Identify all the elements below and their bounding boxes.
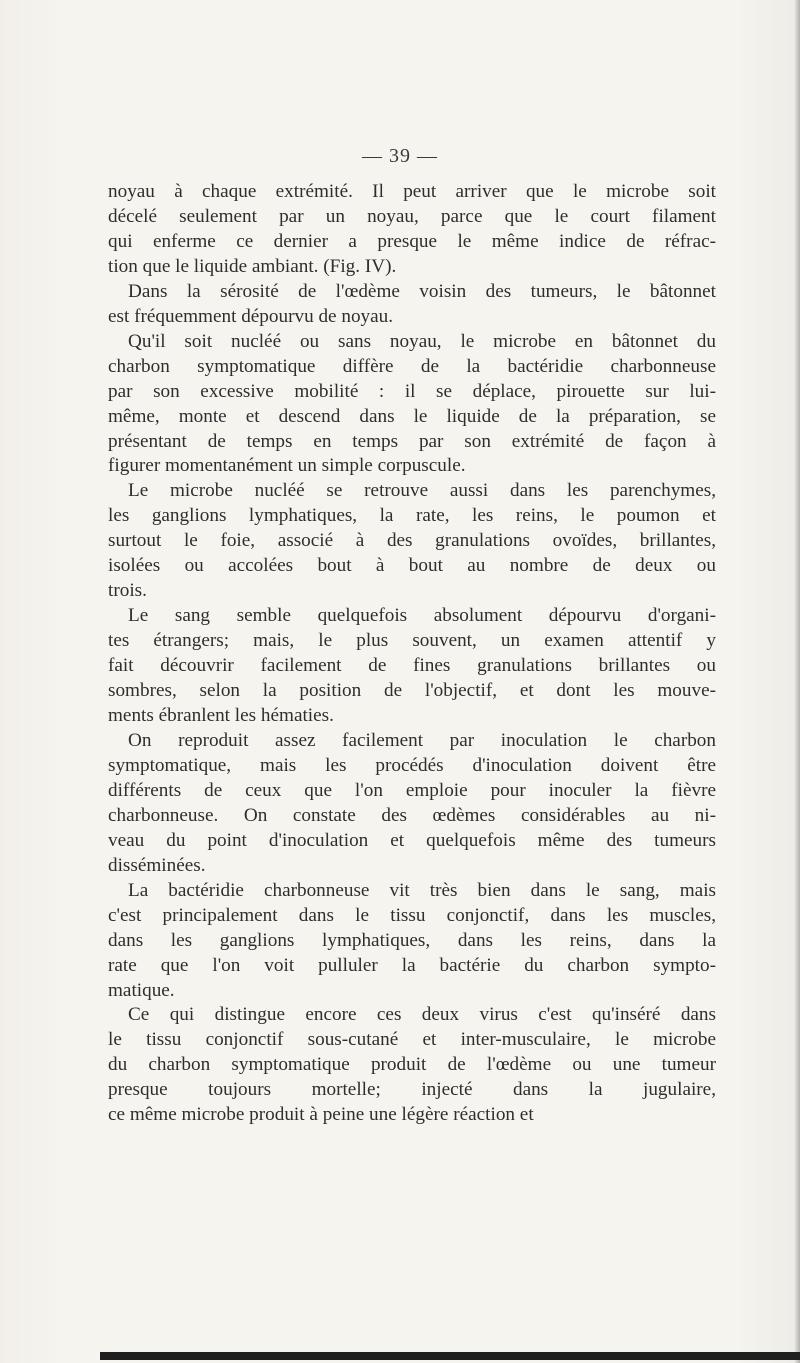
text-line: dans les ganglions lymphatiques, dans les reins, dans la <box>108 929 716 951</box>
paragraph <box>108 479 716 604</box>
text-line: surtout le foie, associé à des granulations ovoïdes, brillantes, <box>108 530 716 552</box>
text-line: sombres, selon la position de l'objectif, et dont les mouve- <box>108 680 716 702</box>
text-line: par son excessive mobilité : il se déplace, pirouette sur lui- <box>108 380 716 402</box>
text-line: Qu'il soit nucléé ou sans noyau, le microbe en bâtonnet du <box>128 330 716 352</box>
text-line: Le microbe nucléé se retrouve aussi dans les parenchymes, <box>128 480 716 502</box>
paragraph <box>108 729 716 879</box>
paragraph <box>108 330 716 480</box>
bottom-rule <box>100 1352 800 1360</box>
text-line: veau du point d'inoculation et quelquefois même des tumeurs <box>108 829 716 851</box>
text-line: différents de ceux que l'on emploie pour inoculer la fièvre <box>108 779 716 801</box>
text-line: rate que l'on voit pulluler la bactérie du charbon sympto- <box>108 954 716 976</box>
body-text <box>108 180 716 1128</box>
text-line: isolées ou accolées bout à bout au nombre de deux ou <box>108 555 716 577</box>
text-line: Ce qui distingue encore ces deux virus c'est qu'inséré dans <box>128 1004 716 1026</box>
text-line: du charbon symptomatique produit de l'œdème ou une tumeur <box>108 1054 716 1076</box>
text-line: même, monte et descend dans le liquide de la préparation, se <box>108 405 716 427</box>
text-line: noyau à chaque extrémité. Il peut arriver que le microbe soit <box>108 181 716 202</box>
text-line: les ganglions lymphatiques, la rate, les reins, le poumon et <box>108 505 716 527</box>
paragraph <box>108 280 716 330</box>
text-line: fait découvrir facilement de fines granulations brillantes ou <box>108 655 716 677</box>
text-line: presque toujours mortelle; injecté dans la jugulaire, <box>108 1079 716 1101</box>
text-line: trois. <box>108 580 147 602</box>
text-line: tion que le liquide ambiant. (Fig. IV). <box>108 255 397 277</box>
text-line: c'est principalement dans le tissu conjonctif, dans les muscles, <box>108 904 716 926</box>
text-line: charbon symptomatique diffère de la bactéridie charbonneuse <box>108 355 716 377</box>
page-number: — 39 — <box>362 145 438 167</box>
page-edge-shadow <box>794 0 800 1363</box>
text-line: le tissu conjonctif sous-cutané et inter-musculaire, le microbe <box>108 1029 716 1051</box>
text-line: est fréquemment dépourvu de noyau. <box>108 305 394 327</box>
text-line: qui enferme ce dernier a presque le même indice de réfrac- <box>108 230 716 252</box>
text-line: matique. <box>108 979 175 1001</box>
paragraph <box>108 1003 716 1128</box>
text-line: Dans la sérosité de l'œdème voisin des tumeurs, le bâtonnet <box>128 280 716 302</box>
text-line: On reproduit assez facilement par inoculation le charbon <box>128 729 716 751</box>
text-line: symptomatique, mais les procédés d'inoculation doivent être <box>108 754 716 776</box>
paragraph <box>108 180 716 280</box>
text-line: décelé seulement par un noyau, parce que le court filament <box>108 205 716 227</box>
text-line: La bactéridie charbonneuse vit très bien dans le sang, mais <box>128 879 716 901</box>
text-line: ments ébranlent les hématies. <box>108 705 334 727</box>
paragraph <box>108 604 716 729</box>
text-line: présentant de temps en temps par son extrémité de façon à <box>108 430 716 452</box>
paragraph <box>108 879 716 1004</box>
text-line: ce même microbe produit à peine une légère réaction et <box>108 1104 534 1126</box>
text-line: charbonneuse. On constate des œdèmes considérables au ni- <box>108 804 716 826</box>
text-line: Le sang semble quelquefois absolument dépourvu d'organi- <box>128 605 716 627</box>
text-line: disséminées. <box>108 854 206 876</box>
text-line: figurer momentanément un simple corpuscule. <box>108 455 466 477</box>
text-line: tes étrangers; mais, le plus souvent, un examen attentif y <box>108 630 716 652</box>
